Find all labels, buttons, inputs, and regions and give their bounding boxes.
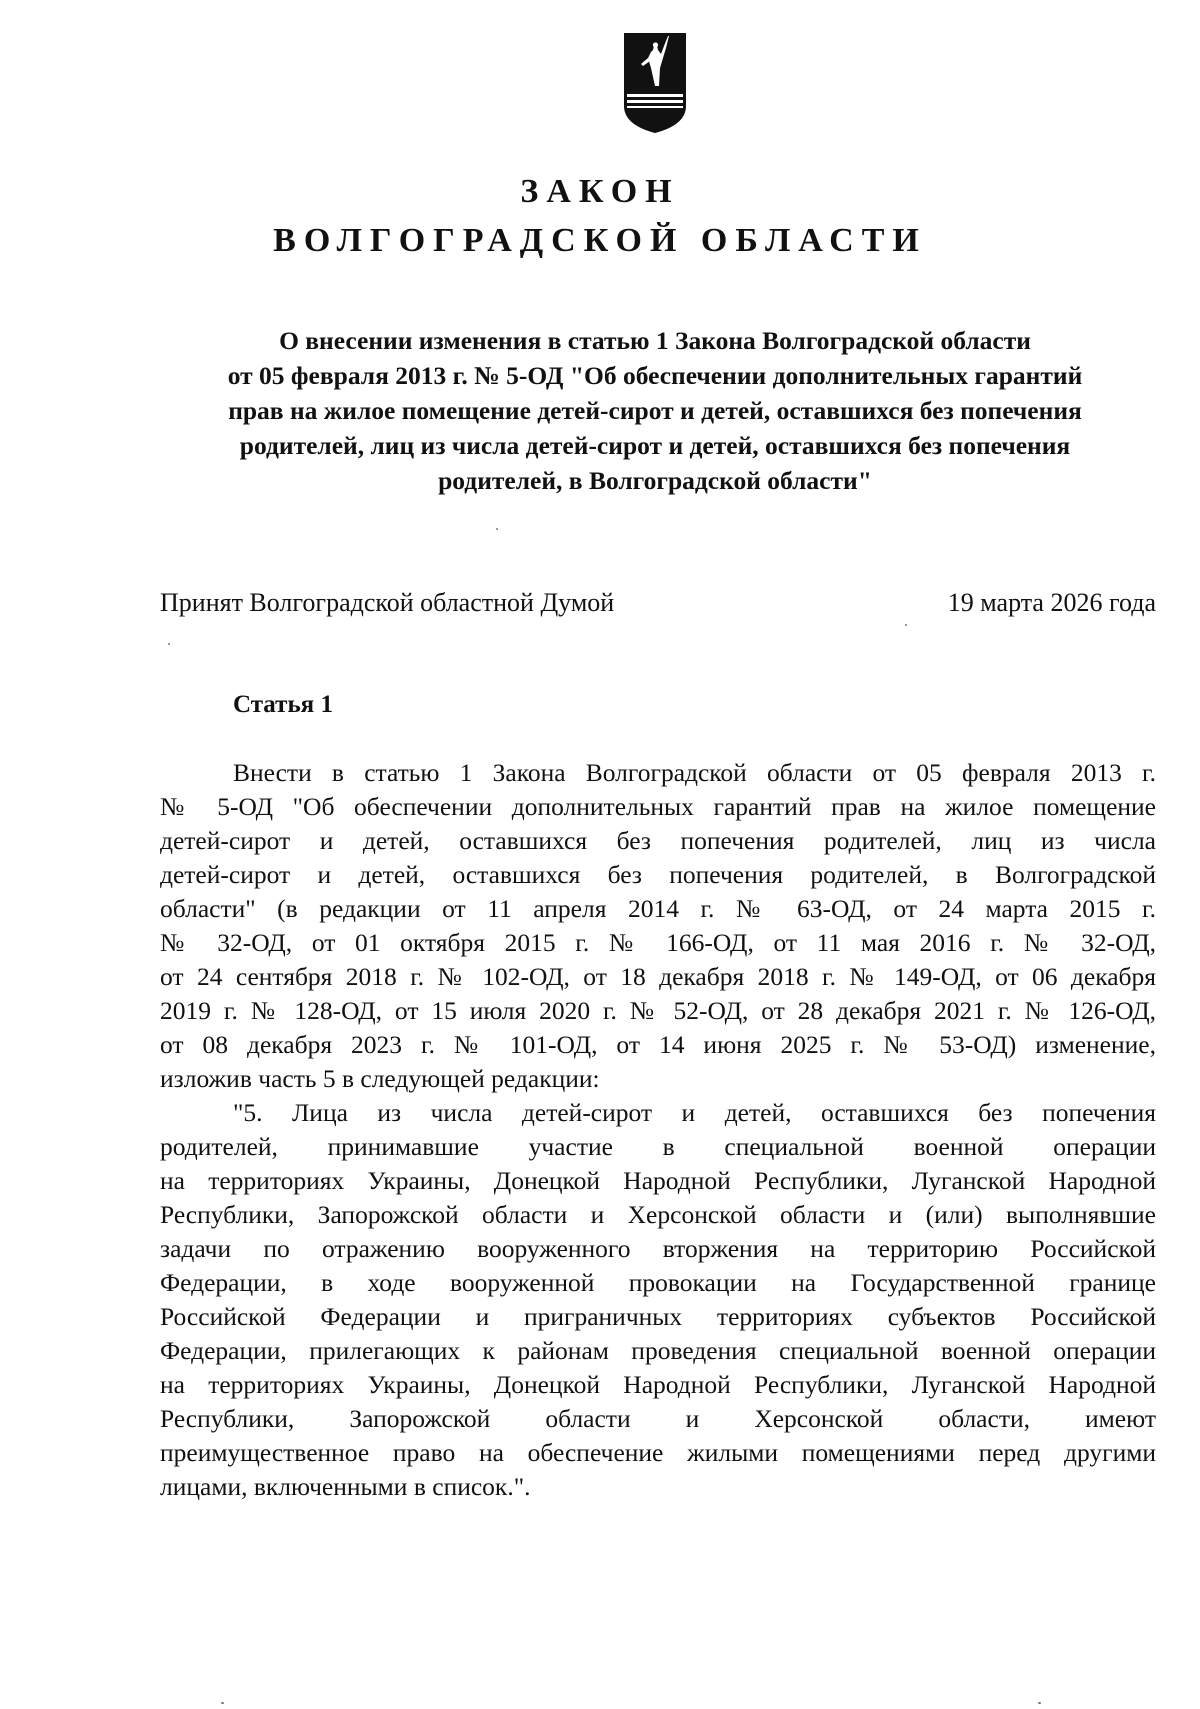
body-line: от 24 сентября 2018 г. № 102-ОД, от 18 декабря 2018 г. № 149-ОД, от 06 декабря <box>160 962 1156 991</box>
body-line: детей-сирот и детей, оставшихся без попечения родителей, лиц из числа <box>160 826 1156 855</box>
volgograd-coat-of-arms-icon <box>621 28 689 136</box>
subject-line: родителей, в Волгоградской области" <box>438 466 872 495</box>
body-line: Российской Федерации и приграничных территориях субъектов Российской <box>160 1302 1156 1331</box>
subject-line: О внесении изменения в статью 1 Закона Волгоградской области <box>279 326 1031 355</box>
body-line: преимущественное право на обеспечение жилыми помещениями перед другими <box>160 1438 1156 1467</box>
scan-speck <box>905 624 907 626</box>
body-line: изложив часть 5 в следующей редакции: <box>160 1064 600 1093</box>
body-line: родителей, принимавшие участие в специальной военной операции <box>160 1132 1156 1161</box>
subject-line: прав на жилое помещение детей-сирот и детей, оставшихся без попечения <box>228 396 1082 425</box>
subject-line: от 05 февраля 2013 г. № 5-ОД "Об обеспечении дополнительных гарантий <box>227 361 1083 390</box>
body-line: на территориях Украины, Донецкой Народной Республики, Луганской Народной <box>160 1370 1156 1399</box>
body-line: детей-сирот и детей, оставшихся без попечения родителей, в Волгоградской <box>160 860 1156 889</box>
body-line: от 08 декабря 2023 г. № 101-ОД, от 14 июня 2025 г. № 53-ОД) изменение, <box>160 1030 1156 1059</box>
body-line: № 32-ОД, от 01 октября 2015 г. № 166-ОД, от 11 мая 2016 г. № 32-ОД, <box>160 928 1156 957</box>
subject-line: родителей, лиц из числа детей-сирот и детей, оставшихся без попечения <box>239 431 1071 460</box>
scan-speck <box>168 643 170 645</box>
body-line: Республики, Запорожской области и Херсонской области, имеют <box>160 1404 1156 1433</box>
law-subject <box>150 323 1160 498</box>
article-heading: Статья 1 <box>233 691 333 718</box>
body-line: 2019 г. № 128-ОД, от 15 июля 2020 г. № 52-ОД, от 28 декабря 2021 г. № 126-ОД, <box>160 996 1156 1025</box>
body-line: Республики, Запорожской области и Херсонской области и (или) выполнявшие <box>160 1200 1156 1229</box>
adopted-by: Принят Волгоградской областной Думой <box>160 588 615 617</box>
body-line: лицами, включенными в список.". <box>160 1472 531 1501</box>
body-line: Федерации, в ходе вооруженной провокации на Государственной границе <box>160 1268 1156 1297</box>
body-line: на территориях Украины, Донецкой Народной Республики, Луганской Народной <box>160 1166 1156 1195</box>
region-title: ВОЛГОГРАДСКОЙ ОБЛАСТИ <box>273 222 927 259</box>
article-body <box>160 756 1156 1504</box>
scan-speck <box>496 528 498 530</box>
body-line: "5. Лица из числа детей-сирот и детей, оставшихся без попечения <box>233 1098 1156 1127</box>
scan-speck <box>1038 1702 1041 1704</box>
body-line: задачи по отражению вооруженного вторжения на территорию Российской <box>160 1234 1156 1263</box>
document-type-title: ЗАКОН <box>520 173 680 210</box>
body-line: № 5-ОД "Об обеспечении дополнительных гарантий прав на жилое помещение <box>160 792 1156 821</box>
body-line: Федерации, прилегающих к районам проведения специальной военной операции <box>160 1336 1156 1365</box>
body-line: области" (в редакции от 11 апреля 2014 г. № 63-ОД, от 24 марта 2015 г. <box>160 894 1156 923</box>
scan-speck <box>221 1702 224 1704</box>
adoption-date: 19 марта 2026 года <box>947 588 1156 617</box>
body-line: Внести в статью 1 Закона Волгоградской области от 05 февраля 2013 г. <box>233 758 1156 787</box>
